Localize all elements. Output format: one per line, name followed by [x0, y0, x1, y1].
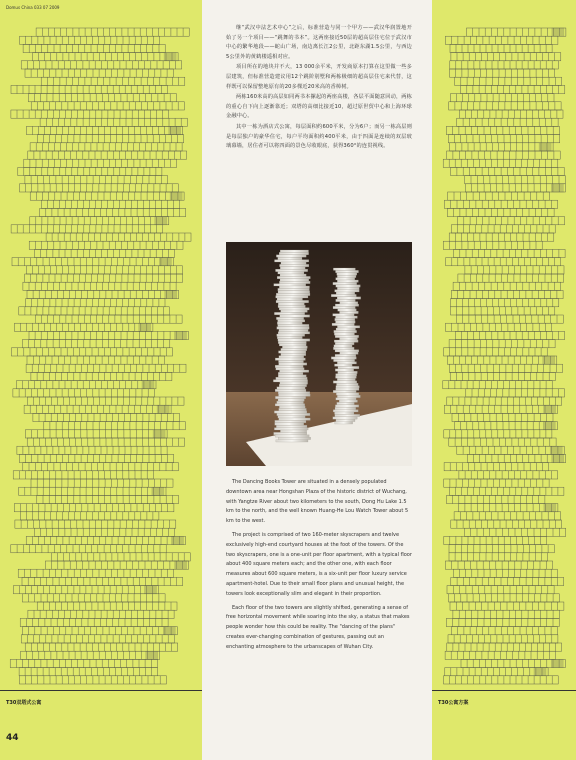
left-elevation-panel — [0, 0, 202, 760]
footer-rule-right — [432, 690, 576, 691]
magazine-header: Domus China 033 07 2009 — [6, 5, 60, 10]
footer-title-left: T30双塔式公寓 — [6, 700, 42, 706]
english-paragraph: Each floor of the two towers are slightly shifted, generating a sense of free horizontal movement while soaring into the sky, a status that makes people wonder how this could be reality. The "dancing of the plans" creates ever-changing combination of gestures, passing out an enchanting atmosphere to the urbanscapes of Wuhan City. — [226, 604, 410, 650]
chinese-paragraph: 其中一栋为酒店式公寓，每层面积约600平米，分为6户；而另一栋高层则是每层独户的豪华住宅，每户平均面积约400平米，由于四面是连续的双层玻璃幕墙，居住者可以将四面的景色尽收眼底，获得360°的连贯视线。 — [226, 123, 412, 150]
page-number: 44 — [6, 733, 19, 743]
chinese-body-text — [226, 24, 412, 153]
right-elevation-drawing — [432, 0, 576, 760]
chinese-paragraph: 继“武汉中法艺术中心”之后，标准营造与同一个甲方——武汉华润置地开始了另一个项目——“跳舞的书本”。这两座接近50层的超高层住宅位于武汉市中心的繁华地段——蛇山广场，南边离长江2公里，北距东湖1.5公里，与西边5公里外的黄鹤楼遥相对应。 — [226, 25, 412, 60]
tower-model-photo — [226, 242, 412, 466]
left-elevation-drawing — [0, 0, 202, 760]
english-paragraph: The project is comprised of two 160-meter skyscrapers and twelve exclusively high-end courtyard houses at the foot of the towers. Of the two skyscrapers, one is a one-unit per floor apartment, with a typical floor about 400 square meters each; and the other one, with each floor measures about 600 square meters, is a six-unit per floor luxury service apartment-hotel. Due to their small floor plans and unusual height, the towers look exceptionally slim and elegant in their proportion. — [226, 531, 412, 597]
right-elevation-panel — [432, 0, 576, 760]
footer-title-right: T30公寓方案 — [438, 700, 469, 706]
footer-rule-left — [0, 690, 202, 691]
english-body-text — [226, 478, 412, 657]
english-paragraph: The Dancing Books Tower are situated in a densely populated downtown area near Hongshan Plaza of the historic district of Wuchang, with Yangtze River about two kilometers to the south, Dong Hu Lake 1.5 km to the north, and the well known Huang-He Lou Watch Tower about 5 km to the west. — [226, 479, 409, 525]
chinese-paragraph: 两栋160米高的高层如同两书本摞起的两座高楼，各层平面随意回动，两栋的重心自下向上逐渐靠近；双塔的高细比接近10，超过原世贸中心和上海环球金融中心。 — [226, 94, 412, 120]
chinese-paragraph: 项目所在的地块并不大，13 000余平米，开发商原本打算在这里做一些多层建筑，但标准营造建议用12个跳阶别墅和两栋极细的超高层住宅来代替，这样既可以保留整地原有的20多棵近20米高的香樟树。 — [226, 64, 412, 90]
